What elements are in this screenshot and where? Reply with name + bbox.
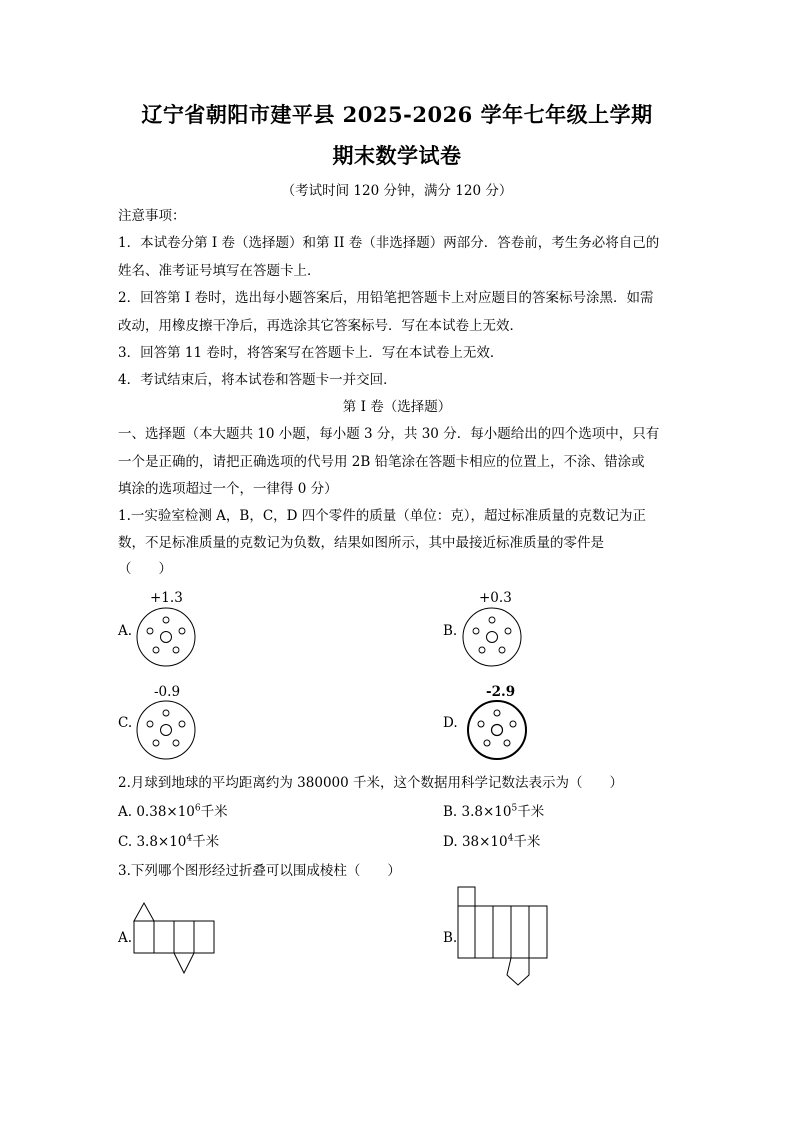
q2-option-c — [118, 832, 219, 852]
part-c-diagram — [136, 700, 196, 760]
q2-option-d-label: D. — [443, 834, 458, 850]
q1-option-d-value: -2.9 — [486, 684, 516, 700]
q2-option-c-exp: 4 — [186, 833, 193, 844]
section-intro-line2: 一个是正确的，请把正确选项的代号用 2B 铅笔涂在答题卡相应的位置上，不涂、错涂或 — [118, 454, 645, 470]
q2-stem: 2.月球到地球的平均距离约为 380000 千米，这个数据用科学记数法表示为（ ） — [118, 775, 623, 791]
q1-stem-line1: 1.一实验室检测 A，B，C，D 四个零件的质量（单位：克），超过标准质量的克数记为正 — [118, 508, 647, 524]
q2-option-c-coef: 3.8×10 — [136, 834, 187, 850]
notes-heading: 注意事项： — [118, 208, 186, 224]
q1-option-d-label: D. — [443, 715, 458, 731]
q2-option-a-exp: 6 — [194, 803, 201, 814]
note-2-line1: 2．回答第 I 卷时，选出每小题答案后，用铅笔把答题卡上对应题目的答案标号涂黑．如需 — [118, 290, 654, 306]
q2-option-c-unit: 千米 — [192, 834, 220, 850]
q2-option-d-exp: 4 — [507, 833, 514, 844]
note-2-line2: 改动，用橡皮擦干净后，再选涂其它答案标号．写在本试卷上无效． — [118, 318, 523, 334]
q2-option-a-coef: 0.38×10 — [136, 804, 195, 820]
q2-option-c-label: C. — [118, 834, 133, 850]
q2-option-d-coef: 38×10 — [461, 834, 508, 850]
q2-option-d — [443, 832, 540, 852]
exam-info: （考试时间 120 分钟，满分 120 分） — [281, 183, 513, 199]
note-1-line2: 姓名、准考证号填写在答题卡上． — [118, 263, 321, 279]
section-heading: 第 I 卷（选择题） — [342, 399, 452, 415]
part-d-diagram — [467, 700, 527, 760]
net-a-diagram — [133, 900, 217, 976]
net-b-diagram — [457, 886, 549, 988]
q1-option-b-value: +0.3 — [479, 590, 512, 606]
section-intro-line3: 填涂的选项超过一个，一律得 0 分） — [118, 481, 338, 497]
q1-option-a-value: +1.3 — [150, 590, 183, 606]
q1-option-c-value: -0.9 — [154, 684, 181, 700]
q3-option-b-label: B. — [443, 930, 458, 946]
part-b-diagram — [462, 607, 522, 667]
q2-option-a-unit: 千米 — [200, 804, 228, 820]
q3-stem: 3.下列哪个图形经过折叠可以围成棱柱（ ） — [118, 863, 401, 879]
q2-option-b-unit: 千米 — [517, 804, 545, 820]
note-4: 4．考试结束后，将本试卷和答题卡一并交回． — [118, 372, 397, 388]
q2-option-a-label: A. — [118, 804, 133, 820]
q1-option-b-label: B. — [443, 623, 458, 639]
q1-option-c-label: C. — [118, 715, 133, 731]
q1-stem-line2: 数，不足标准质量的克数记为负数，结果如图所示，其中最接近标准质量的零件是 — [118, 535, 604, 551]
page-title: 辽宁省朝阳市建平县 2025-2026 学年七年级上学期 — [141, 102, 653, 127]
q2-option-a — [118, 802, 228, 822]
note-1-line1: 1．本试卷分第 I 卷（选择题）和第 II 卷（非选择题）两部分．答卷前，考生务必将自己的 — [118, 235, 660, 251]
q1-option-a-label: A. — [118, 623, 133, 639]
q2-option-b-exp: 5 — [511, 803, 518, 814]
q1-answer-blank: （ ） — [118, 561, 172, 577]
page-subtitle: 期末数学试卷 — [332, 143, 462, 168]
q2-option-b-coef: 3.8×10 — [461, 804, 512, 820]
part-a-diagram — [136, 607, 196, 667]
note-3: 3．回答第 11 卷时，将答案写在答题卡上．写在本试卷上无效． — [118, 345, 504, 361]
q2-option-b — [443, 802, 544, 822]
q3-option-a-label: A. — [118, 930, 133, 946]
section-intro-line1: 一、选择题（本大题共 10 小题，每小题 3 分，共 30 分．每小题给出的四个选项中，只有 — [118, 426, 660, 442]
q2-option-d-unit: 千米 — [513, 834, 541, 850]
q2-option-b-label: B. — [443, 804, 458, 820]
